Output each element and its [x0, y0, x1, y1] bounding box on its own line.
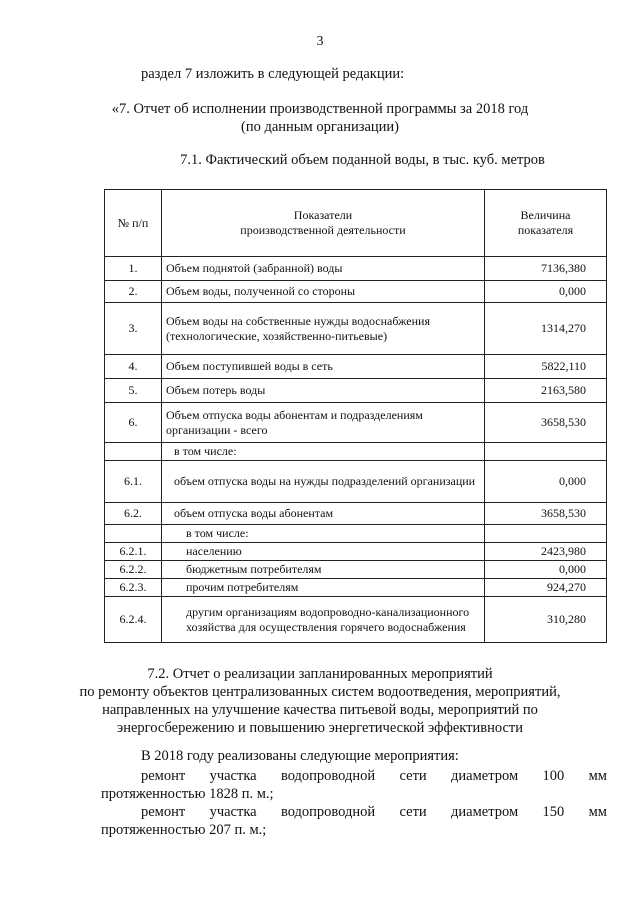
row-num: 6.2.4.	[105, 597, 162, 643]
row-val: 0,000	[485, 461, 607, 503]
section72-heading-line1: 7.2. Отчет о реализации запланированных мероприятий	[147, 666, 493, 682]
row-val	[485, 525, 607, 543]
section71-heading: 7.1. Фактический объем поданной воды, в тыс. куб. метров	[180, 152, 545, 168]
row-val: 1314,270	[485, 303, 607, 355]
table-row	[105, 597, 607, 643]
table-row	[105, 579, 607, 597]
word: водопроводной	[280, 768, 376, 784]
table-row	[105, 403, 607, 443]
row-num: 6.2.3.	[105, 579, 162, 597]
water-volume-table	[104, 189, 607, 643]
row-val: 0,000	[485, 561, 607, 579]
intro-text: раздел 7 изложить в следующей редакции:	[141, 66, 405, 82]
table-row	[105, 525, 607, 543]
table-row	[105, 379, 607, 403]
table-row	[105, 503, 607, 525]
word: диаметром	[451, 768, 519, 784]
row-num: 3.	[105, 303, 162, 355]
section72-heading-line3: направленных на улучшение качества питьевой воды, мероприятий по	[102, 702, 538, 718]
measure-item-2-cont: протяженностью 207 п. м.;	[101, 822, 267, 838]
row-num	[105, 443, 162, 461]
table-row	[105, 257, 607, 281]
table-row	[105, 281, 607, 303]
word: участка	[209, 768, 257, 784]
row-desc: Объем воды на собственные нужды водоснабжения (технологические, хозяйственно-питьевые)	[162, 303, 485, 355]
row-desc: Объем поднятой (забранной) воды	[162, 257, 485, 281]
row-desc: объем отпуска воды на нужды подразделений организации	[162, 461, 485, 503]
header-val: Величина показателя	[485, 190, 607, 257]
row-val: 2163,580	[485, 379, 607, 403]
row-val: 5822,110	[485, 355, 607, 379]
row-desc: бюджетным потребителям	[162, 561, 485, 579]
word: 150	[542, 804, 565, 820]
row-desc: населению	[162, 543, 485, 561]
row-num	[105, 525, 162, 543]
table-row	[105, 543, 607, 561]
measure-item-1	[141, 768, 607, 785]
row-val: 310,280	[485, 597, 607, 643]
row-val: 0,000	[485, 281, 607, 303]
row-desc: в том числе:	[162, 443, 485, 461]
row-num: 6.2.2.	[105, 561, 162, 579]
section72-heading-line4: энергосбережению и повышению энергетической эффективности	[117, 720, 523, 736]
row-num: 1.	[105, 257, 162, 281]
row-num: 4.	[105, 355, 162, 379]
row-desc: Объем поступившей воды в сеть	[162, 355, 485, 379]
row-desc: в том числе:	[162, 525, 485, 543]
row-num: 6.2.	[105, 503, 162, 525]
word: водопроводной	[280, 804, 376, 820]
table-header-row	[105, 190, 607, 257]
row-desc: Объем потерь воды	[162, 379, 485, 403]
word: диаметром	[451, 804, 519, 820]
row-num: 2.	[105, 281, 162, 303]
word: участка	[209, 804, 257, 820]
row-val: 924,270	[485, 579, 607, 597]
section72-heading-line2: по ремонту объектов централизованных систем водоотведения, мероприятий,	[79, 684, 561, 700]
row-num: 6.2.1.	[105, 543, 162, 561]
header-num: № п/п	[105, 190, 162, 257]
measures-intro: В 2018 году реализованы следующие мероприятия:	[141, 748, 459, 764]
row-desc: Объем воды, полученной со стороны	[162, 281, 485, 303]
table-row	[105, 461, 607, 503]
row-desc: прочим потребителям	[162, 579, 485, 597]
word: сети	[399, 804, 427, 820]
table-row	[105, 561, 607, 579]
row-desc: Объем отпуска воды абонентам и подразделениям организации - всего	[162, 403, 485, 443]
row-val: 7136,380	[485, 257, 607, 281]
section7-subheading: (по данным организации)	[240, 119, 399, 135]
row-val	[485, 443, 607, 461]
row-val: 3658,530	[485, 403, 607, 443]
word: 100	[542, 768, 565, 784]
row-val: 3658,530	[485, 503, 607, 525]
word: ремонт	[141, 804, 186, 820]
row-val: 2423,980	[485, 543, 607, 561]
row-desc: объем отпуска воды абонентам	[162, 503, 485, 525]
table-row	[105, 303, 607, 355]
header-desc: Показатели производственной деятельности	[162, 190, 485, 257]
word: ремонт	[141, 768, 186, 784]
table-row	[105, 355, 607, 379]
word: сети	[399, 768, 427, 784]
measure-item-1-cont: протяженностью 1828 п. м.;	[101, 786, 274, 802]
table-row	[105, 443, 607, 461]
section7-heading: «7. Отчет об исполнении производственной программы за 2018 год	[111, 101, 529, 117]
page-number: 3	[316, 34, 324, 49]
word: мм	[588, 768, 607, 784]
row-num: 6.1.	[105, 461, 162, 503]
row-num: 5.	[105, 379, 162, 403]
measure-item-2	[141, 804, 607, 821]
row-desc: другим организациям водопроводно-канализационного хозяйства для осуществления горячего водоснабжения	[162, 597, 485, 643]
row-num: 6.	[105, 403, 162, 443]
word: мм	[588, 804, 607, 820]
